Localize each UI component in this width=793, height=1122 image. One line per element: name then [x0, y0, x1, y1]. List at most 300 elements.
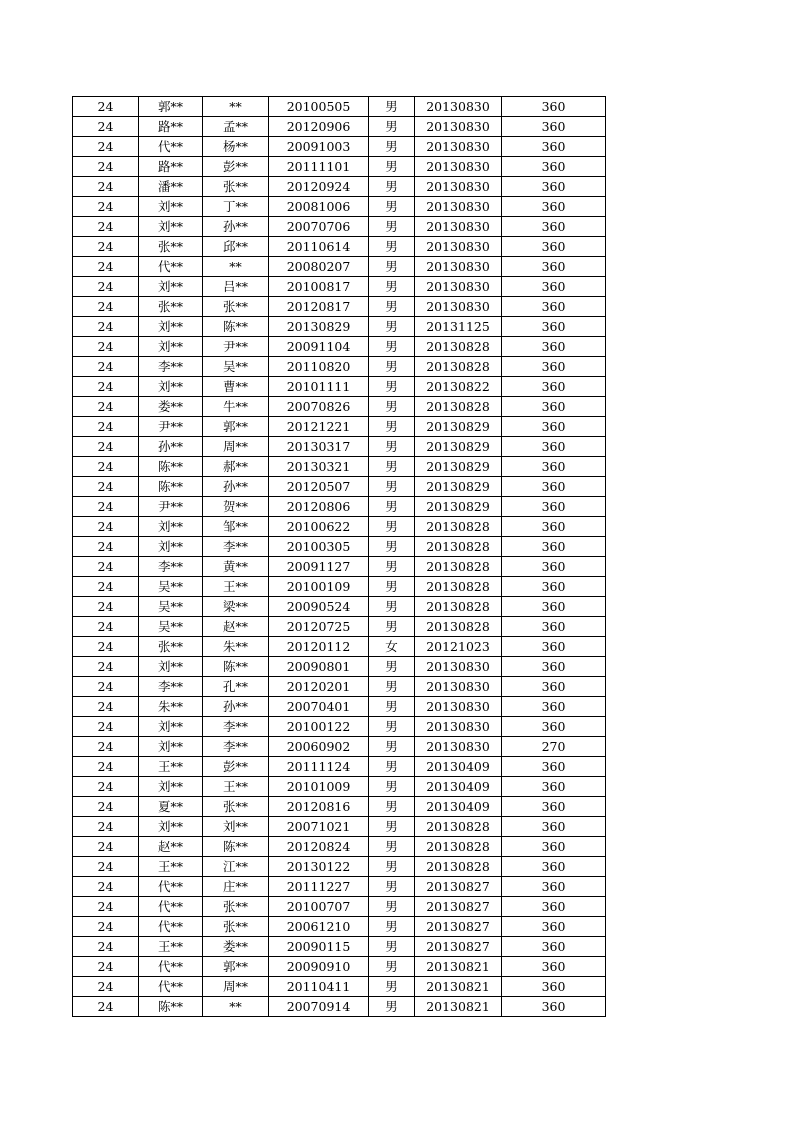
table-row	[73, 697, 606, 717]
child-name-cell: 郭**	[203, 417, 269, 437]
code-cell: 24	[73, 137, 139, 157]
code-cell: 24	[73, 717, 139, 737]
guardian-name-cell: 张**	[139, 237, 203, 257]
amount-cell: 360	[502, 697, 606, 717]
code-cell: 24	[73, 437, 139, 457]
table-row	[73, 877, 606, 897]
code-cell: 24	[73, 157, 139, 177]
birth-date-cell: 20100817	[269, 277, 369, 297]
code-cell: 24	[73, 377, 139, 397]
birth-date-cell: 20070914	[269, 997, 369, 1017]
code-cell: 24	[73, 977, 139, 997]
guardian-name-cell: 赵**	[139, 837, 203, 857]
table-row	[73, 577, 606, 597]
amount-cell: 360	[502, 237, 606, 257]
guardian-name-cell: 代**	[139, 257, 203, 277]
guardian-name-cell: 代**	[139, 877, 203, 897]
date-cell: 20130830	[415, 237, 502, 257]
amount-cell: 360	[502, 797, 606, 817]
amount-cell: 360	[502, 177, 606, 197]
amount-cell: 360	[502, 477, 606, 497]
birth-date-cell: 20100707	[269, 897, 369, 917]
gender-cell: 男	[369, 977, 415, 997]
code-cell: 24	[73, 737, 139, 757]
table-row	[73, 237, 606, 257]
code-cell: 24	[73, 897, 139, 917]
guardian-name-cell: 刘**	[139, 197, 203, 217]
child-name-cell: 庄**	[203, 877, 269, 897]
gender-cell: 男	[369, 737, 415, 757]
table-row	[73, 557, 606, 577]
table-row	[73, 157, 606, 177]
table-row	[73, 977, 606, 997]
gender-cell: 男	[369, 157, 415, 177]
birth-date-cell: 20111101	[269, 157, 369, 177]
guardian-name-cell: 陈**	[139, 997, 203, 1017]
date-cell: 20130827	[415, 937, 502, 957]
birth-date-cell: 20110614	[269, 237, 369, 257]
gender-cell: 男	[369, 657, 415, 677]
data-table	[72, 96, 606, 1017]
amount-cell: 360	[502, 757, 606, 777]
child-name-cell: 李**	[203, 537, 269, 557]
child-name-cell: 孔**	[203, 677, 269, 697]
birth-date-cell: 20120201	[269, 677, 369, 697]
gender-cell: 男	[369, 257, 415, 277]
date-cell: 20130828	[415, 597, 502, 617]
gender-cell: 男	[369, 857, 415, 877]
amount-cell: 360	[502, 357, 606, 377]
table-row	[73, 317, 606, 337]
gender-cell: 男	[369, 237, 415, 257]
child-name-cell: **	[203, 257, 269, 277]
gender-cell: 男	[369, 877, 415, 897]
child-name-cell: 牛**	[203, 397, 269, 417]
date-cell: 20130830	[415, 177, 502, 197]
amount-cell: 360	[502, 897, 606, 917]
amount-cell: 360	[502, 377, 606, 397]
gender-cell: 男	[369, 777, 415, 797]
child-name-cell: 邹**	[203, 517, 269, 537]
amount-cell: 360	[502, 217, 606, 237]
guardian-name-cell: 李**	[139, 357, 203, 377]
table-row	[73, 797, 606, 817]
table-row	[73, 997, 606, 1017]
date-cell: 20130828	[415, 517, 502, 537]
date-cell: 20130821	[415, 997, 502, 1017]
code-cell: 24	[73, 617, 139, 637]
guardian-name-cell: 刘**	[139, 337, 203, 357]
table-row	[73, 497, 606, 517]
child-name-cell: 赵**	[203, 617, 269, 637]
birth-date-cell: 20100305	[269, 537, 369, 557]
amount-cell: 360	[502, 597, 606, 617]
code-cell: 24	[73, 597, 139, 617]
birth-date-cell: 20120906	[269, 117, 369, 137]
guardian-name-cell: 刘**	[139, 317, 203, 337]
gender-cell: 男	[369, 677, 415, 697]
child-name-cell: 周**	[203, 977, 269, 997]
date-cell: 20130830	[415, 717, 502, 737]
code-cell: 24	[73, 797, 139, 817]
guardian-name-cell: 刘**	[139, 737, 203, 757]
birth-date-cell: 20121221	[269, 417, 369, 437]
date-cell: 20130829	[415, 437, 502, 457]
birth-date-cell: 20120507	[269, 477, 369, 497]
guardian-name-cell: 孙**	[139, 437, 203, 457]
guardian-name-cell: 代**	[139, 897, 203, 917]
child-name-cell: 朱**	[203, 637, 269, 657]
child-name-cell: 孙**	[203, 477, 269, 497]
gender-cell: 男	[369, 277, 415, 297]
amount-cell: 360	[502, 977, 606, 997]
guardian-name-cell: 潘**	[139, 177, 203, 197]
table-row	[73, 117, 606, 137]
amount-cell: 360	[502, 317, 606, 337]
birth-date-cell: 20120824	[269, 837, 369, 857]
amount-cell: 360	[502, 137, 606, 157]
table-row	[73, 377, 606, 397]
table-row	[73, 597, 606, 617]
code-cell: 24	[73, 777, 139, 797]
birth-date-cell: 20091003	[269, 137, 369, 157]
date-cell: 20130827	[415, 897, 502, 917]
table-row	[73, 437, 606, 457]
code-cell: 24	[73, 877, 139, 897]
birth-date-cell: 20071021	[269, 817, 369, 837]
birth-date-cell: 20110820	[269, 357, 369, 377]
child-name-cell: 娄**	[203, 937, 269, 957]
birth-date-cell: 20091104	[269, 337, 369, 357]
birth-date-cell: 20100122	[269, 717, 369, 737]
guardian-name-cell: 代**	[139, 917, 203, 937]
date-cell: 20130829	[415, 457, 502, 477]
gender-cell: 男	[369, 517, 415, 537]
amount-cell: 270	[502, 737, 606, 757]
guardian-name-cell: 尹**	[139, 417, 203, 437]
child-name-cell: 陈**	[203, 837, 269, 857]
code-cell: 24	[73, 177, 139, 197]
guardian-name-cell: 朱**	[139, 697, 203, 717]
gender-cell: 男	[369, 917, 415, 937]
guardian-name-cell: 刘**	[139, 537, 203, 557]
guardian-name-cell: 王**	[139, 937, 203, 957]
child-name-cell: 孟**	[203, 117, 269, 137]
amount-cell: 360	[502, 677, 606, 697]
child-name-cell: 尹**	[203, 337, 269, 357]
guardian-name-cell: 刘**	[139, 717, 203, 737]
code-cell: 24	[73, 677, 139, 697]
gender-cell: 男	[369, 97, 415, 117]
gender-cell: 男	[369, 757, 415, 777]
birth-date-cell: 20111124	[269, 757, 369, 777]
table-row	[73, 217, 606, 237]
gender-cell: 男	[369, 137, 415, 157]
birth-date-cell: 20070401	[269, 697, 369, 717]
child-name-cell: 孙**	[203, 697, 269, 717]
date-cell: 20130821	[415, 977, 502, 997]
code-cell: 24	[73, 917, 139, 937]
gender-cell: 男	[369, 317, 415, 337]
amount-cell: 360	[502, 457, 606, 477]
birth-date-cell: 20120924	[269, 177, 369, 197]
amount-cell: 360	[502, 337, 606, 357]
amount-cell: 360	[502, 937, 606, 957]
table-row	[73, 357, 606, 377]
child-name-cell: 黄**	[203, 557, 269, 577]
table-row	[73, 817, 606, 837]
code-cell: 24	[73, 237, 139, 257]
table-row	[73, 637, 606, 657]
birth-date-cell: 20081006	[269, 197, 369, 217]
gender-cell: 男	[369, 557, 415, 577]
code-cell: 24	[73, 637, 139, 657]
amount-cell: 360	[502, 97, 606, 117]
gender-cell: 男	[369, 937, 415, 957]
table-row	[73, 897, 606, 917]
child-name-cell: 张**	[203, 917, 269, 937]
birth-date-cell: 20090115	[269, 937, 369, 957]
code-cell: 24	[73, 937, 139, 957]
code-cell: 24	[73, 857, 139, 877]
child-name-cell: 彭**	[203, 757, 269, 777]
gender-cell: 男	[369, 117, 415, 137]
date-cell: 20131125	[415, 317, 502, 337]
code-cell: 24	[73, 337, 139, 357]
guardian-name-cell: 刘**	[139, 377, 203, 397]
child-name-cell: 彭**	[203, 157, 269, 177]
date-cell: 20130828	[415, 357, 502, 377]
birth-date-cell: 20120817	[269, 297, 369, 317]
guardian-name-cell: 陈**	[139, 477, 203, 497]
amount-cell: 360	[502, 277, 606, 297]
birth-date-cell: 20100622	[269, 517, 369, 537]
table-row	[73, 937, 606, 957]
date-cell: 20130828	[415, 857, 502, 877]
table-row	[73, 457, 606, 477]
table-row	[73, 297, 606, 317]
birth-date-cell: 20130122	[269, 857, 369, 877]
amount-cell: 360	[502, 577, 606, 597]
code-cell: 24	[73, 357, 139, 377]
gender-cell: 男	[369, 697, 415, 717]
birth-date-cell: 20100109	[269, 577, 369, 597]
date-cell: 20130830	[415, 117, 502, 137]
date-cell: 20130828	[415, 557, 502, 577]
guardian-name-cell: 尹**	[139, 497, 203, 517]
gender-cell: 男	[369, 797, 415, 817]
amount-cell: 360	[502, 857, 606, 877]
birth-date-cell: 20120112	[269, 637, 369, 657]
guardian-name-cell: 吴**	[139, 617, 203, 637]
table-row	[73, 957, 606, 977]
child-name-cell: 刘**	[203, 817, 269, 837]
code-cell: 24	[73, 217, 139, 237]
child-name-cell: 吕**	[203, 277, 269, 297]
amount-cell: 360	[502, 297, 606, 317]
table-row	[73, 257, 606, 277]
child-name-cell: 张**	[203, 297, 269, 317]
code-cell: 24	[73, 297, 139, 317]
table-row	[73, 857, 606, 877]
amount-cell: 360	[502, 157, 606, 177]
date-cell: 20130829	[415, 417, 502, 437]
child-name-cell: 李**	[203, 737, 269, 757]
child-name-cell: 周**	[203, 437, 269, 457]
birth-date-cell: 20060902	[269, 737, 369, 757]
amount-cell: 360	[502, 557, 606, 577]
date-cell: 20130830	[415, 257, 502, 277]
birth-date-cell: 20090910	[269, 957, 369, 977]
amount-cell: 360	[502, 997, 606, 1017]
table-row	[73, 917, 606, 937]
date-cell: 20130822	[415, 377, 502, 397]
amount-cell: 360	[502, 257, 606, 277]
table-row	[73, 517, 606, 537]
child-name-cell: **	[203, 997, 269, 1017]
table-row	[73, 537, 606, 557]
code-cell: 24	[73, 537, 139, 557]
birth-date-cell: 20101111	[269, 377, 369, 397]
date-cell: 20130827	[415, 877, 502, 897]
date-cell: 20130828	[415, 577, 502, 597]
birth-date-cell: 20061210	[269, 917, 369, 937]
guardian-name-cell: 郭**	[139, 97, 203, 117]
child-name-cell: 陈**	[203, 317, 269, 337]
child-name-cell: 江**	[203, 857, 269, 877]
code-cell: 24	[73, 517, 139, 537]
gender-cell: 男	[369, 837, 415, 857]
child-name-cell: 杨**	[203, 137, 269, 157]
child-name-cell: 曹**	[203, 377, 269, 397]
gender-cell: 男	[369, 177, 415, 197]
guardian-name-cell: 吴**	[139, 577, 203, 597]
gender-cell: 男	[369, 817, 415, 837]
code-cell: 24	[73, 417, 139, 437]
code-cell: 24	[73, 257, 139, 277]
birth-date-cell: 20120806	[269, 497, 369, 517]
table-row	[73, 717, 606, 737]
date-cell: 20130409	[415, 757, 502, 777]
guardian-name-cell: 娄**	[139, 397, 203, 417]
guardian-name-cell: 刘**	[139, 277, 203, 297]
code-cell: 24	[73, 697, 139, 717]
date-cell: 20130830	[415, 157, 502, 177]
table-row	[73, 97, 606, 117]
guardian-name-cell: 路**	[139, 117, 203, 137]
child-name-cell: 张**	[203, 177, 269, 197]
birth-date-cell: 20130317	[269, 437, 369, 457]
code-cell: 24	[73, 97, 139, 117]
guardian-name-cell: 李**	[139, 557, 203, 577]
child-name-cell: 李**	[203, 717, 269, 737]
date-cell: 20130830	[415, 217, 502, 237]
birth-date-cell: 20090524	[269, 597, 369, 617]
date-cell: 20130409	[415, 797, 502, 817]
gender-cell: 男	[369, 957, 415, 977]
gender-cell: 男	[369, 717, 415, 737]
table-row	[73, 657, 606, 677]
birth-date-cell: 20120725	[269, 617, 369, 637]
amount-cell: 360	[502, 437, 606, 457]
date-cell: 20130830	[415, 697, 502, 717]
code-cell: 24	[73, 197, 139, 217]
amount-cell: 360	[502, 397, 606, 417]
guardian-name-cell: 夏**	[139, 797, 203, 817]
table-row	[73, 137, 606, 157]
guardian-name-cell: 刘**	[139, 657, 203, 677]
amount-cell: 360	[502, 637, 606, 657]
table-row	[73, 757, 606, 777]
amount-cell: 360	[502, 537, 606, 557]
guardian-name-cell: 代**	[139, 137, 203, 157]
gender-cell: 男	[369, 897, 415, 917]
gender-cell: 男	[369, 457, 415, 477]
amount-cell: 360	[502, 617, 606, 637]
amount-cell: 360	[502, 837, 606, 857]
code-cell: 24	[73, 457, 139, 477]
birth-date-cell: 20090801	[269, 657, 369, 677]
amount-cell: 360	[502, 957, 606, 977]
birth-date-cell: 20110411	[269, 977, 369, 997]
birth-date-cell: 20070706	[269, 217, 369, 237]
gender-cell: 男	[369, 437, 415, 457]
birth-date-cell: 20091127	[269, 557, 369, 577]
code-cell: 24	[73, 117, 139, 137]
gender-cell: 女	[369, 637, 415, 657]
gender-cell: 男	[369, 997, 415, 1017]
child-name-cell: 郭**	[203, 957, 269, 977]
table-row	[73, 197, 606, 217]
date-cell: 20130828	[415, 837, 502, 857]
code-cell: 24	[73, 497, 139, 517]
child-name-cell: 张**	[203, 797, 269, 817]
date-cell: 20130830	[415, 677, 502, 697]
code-cell: 24	[73, 997, 139, 1017]
guardian-name-cell: 陈**	[139, 457, 203, 477]
gender-cell: 男	[369, 497, 415, 517]
guardian-name-cell: 刘**	[139, 817, 203, 837]
table-row	[73, 837, 606, 857]
guardian-name-cell: 刘**	[139, 217, 203, 237]
date-cell: 20130829	[415, 477, 502, 497]
code-cell: 24	[73, 757, 139, 777]
code-cell: 24	[73, 577, 139, 597]
amount-cell: 360	[502, 517, 606, 537]
birth-date-cell: 20130321	[269, 457, 369, 477]
gender-cell: 男	[369, 477, 415, 497]
gender-cell: 男	[369, 297, 415, 317]
birth-date-cell: 20101009	[269, 777, 369, 797]
date-cell: 20130830	[415, 737, 502, 757]
child-name-cell: 贺**	[203, 497, 269, 517]
child-name-cell: 孙**	[203, 217, 269, 237]
table-row	[73, 777, 606, 797]
child-name-cell: 张**	[203, 897, 269, 917]
date-cell: 20130828	[415, 537, 502, 557]
amount-cell: 360	[502, 717, 606, 737]
child-name-cell: 丁**	[203, 197, 269, 217]
guardian-name-cell: 路**	[139, 157, 203, 177]
date-cell: 20121023	[415, 637, 502, 657]
table-body	[73, 97, 606, 1017]
date-cell: 20130821	[415, 957, 502, 977]
birth-date-cell: 20080207	[269, 257, 369, 277]
code-cell: 24	[73, 657, 139, 677]
guardian-name-cell: 吴**	[139, 597, 203, 617]
date-cell: 20130830	[415, 137, 502, 157]
date-cell: 20130827	[415, 917, 502, 937]
